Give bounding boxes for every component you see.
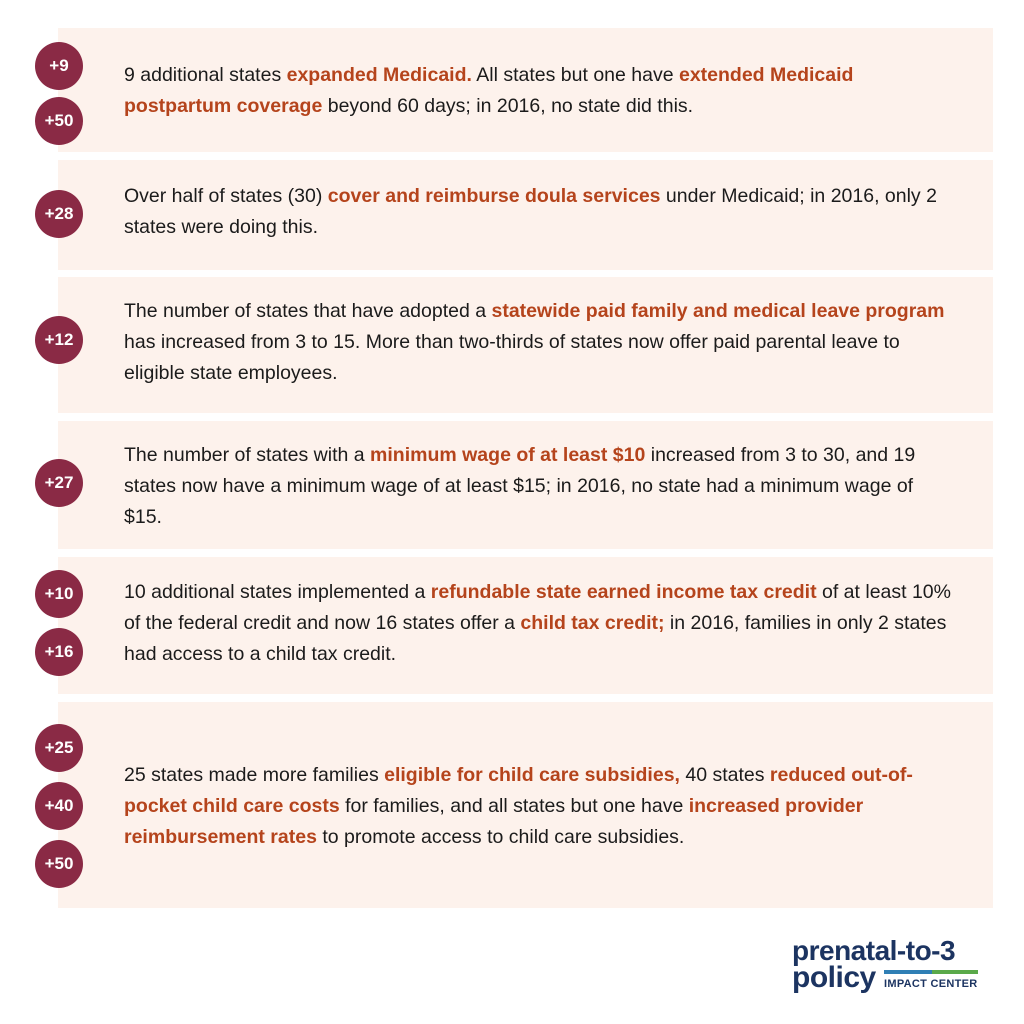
count-badge: +50 [35, 840, 83, 888]
text-segment: The number of states that have adopted a [124, 300, 492, 322]
policy-card-medicaid [58, 28, 993, 152]
card-text [124, 60, 953, 122]
highlighted-phrase: extended Medicaid postpartum coverage [124, 64, 854, 117]
count-badge: +50 [35, 97, 83, 145]
text-segment: for families, and all states but one have [339, 795, 689, 817]
text-segment: The number of states with a [124, 444, 371, 466]
highlighted-phrase: increased provider reimbursement rates [124, 795, 864, 848]
text-segment: under Medicaid; in 2016, only 2 states were doing this. [124, 185, 937, 238]
highlighted-phrase: minimum wage of at least $10 [370, 444, 646, 466]
text-segment: has increased from 3 to 15. More than two-thirds of states now offer paid parental leave to eligible state employees. [124, 331, 900, 384]
highlighted-phrase: statewide paid family and medical leave program [491, 300, 945, 322]
count-badge: +27 [35, 459, 83, 507]
highlighted-phrase: reduced out-of-pocket child care costs [124, 764, 913, 817]
count-badge: +25 [35, 724, 83, 772]
highlighted-phrase: cover and reimburse doula services [327, 185, 661, 207]
count-badge: +40 [35, 782, 83, 830]
logo-wordmark-bottom: policy [792, 961, 876, 994]
policy-card-child-care [58, 702, 993, 908]
text-segment: to promote access to child care subsidies. [316, 826, 685, 848]
highlighted-phrase: refundable state earned income tax credit [430, 581, 817, 603]
text-segment: 25 states made more families [124, 764, 385, 786]
logo-subtitle: IMPACT CENTER [884, 978, 978, 990]
text-segment: beyond 60 days; in 2016, no state did this. [322, 95, 694, 117]
text-segment: in 2016, families in only 2 states had access to a child tax credit. [124, 612, 947, 665]
text-segment: 9 additional states [124, 64, 287, 86]
text-segment: of at least 10% of the federal credit and now 16 states offer a [124, 581, 951, 634]
policy-card-paid-leave [58, 277, 993, 413]
logo-color-bar [884, 970, 978, 974]
text-segment: Over half of states (30) [124, 185, 328, 207]
logo-wordmark-top: prenatal-to-3 [792, 935, 956, 966]
text-segment: 40 states [679, 764, 770, 786]
policy-card-minimum-wage [58, 421, 993, 549]
text-segment: 10 additional states implemented a [124, 581, 431, 603]
policy-card-doula [58, 160, 993, 270]
card-text [124, 440, 953, 533]
text-segment: All states but one have [471, 64, 679, 86]
count-badge: +28 [35, 190, 83, 238]
card-text [124, 760, 953, 853]
count-badge: +9 [35, 42, 83, 90]
prenatal-to-3-logo [792, 936, 992, 996]
card-text [124, 296, 953, 389]
text-segment: increased from 3 to 30, and 19 states now have a minimum wage of at least $15; in 2016, no state had a minimum wage of $15. [124, 444, 916, 528]
highlighted-phrase: child tax credit; [520, 612, 665, 634]
highlighted-phrase: expanded Medicaid. [286, 64, 472, 86]
count-badge: +16 [35, 628, 83, 676]
count-badge: +10 [35, 570, 83, 618]
policy-card-tax-credits [58, 557, 993, 694]
highlighted-phrase: eligible for child care subsidies, [384, 764, 680, 786]
card-text [124, 181, 953, 243]
count-badge: +12 [35, 316, 83, 364]
card-text [124, 577, 953, 670]
